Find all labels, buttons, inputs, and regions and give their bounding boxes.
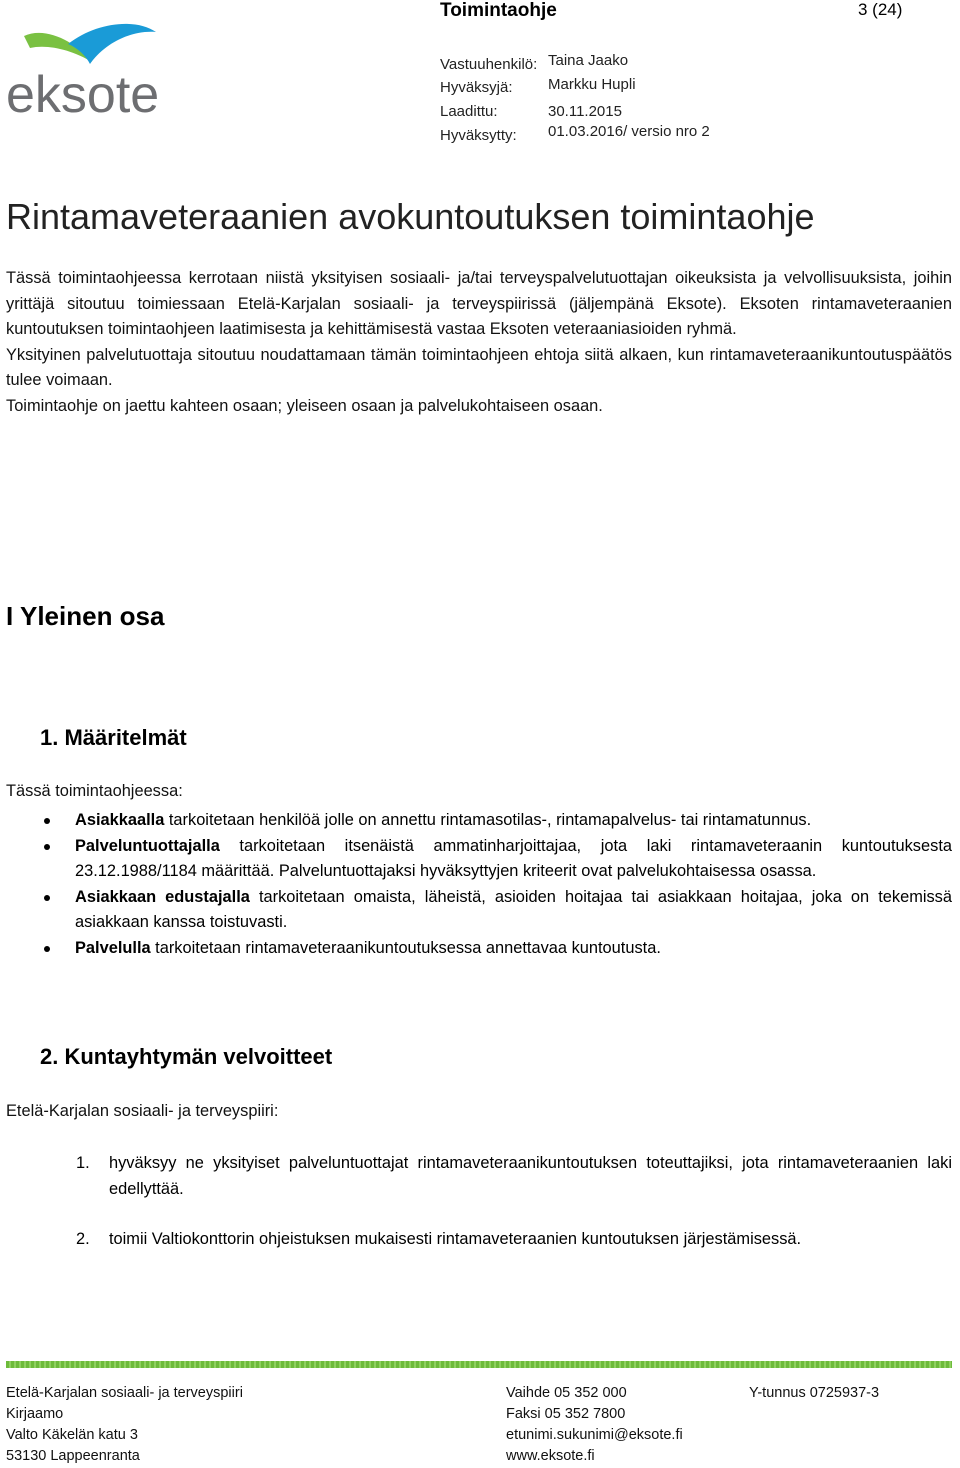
business-id: Y-tunnus 0725937-3 — [749, 1385, 880, 1401]
list-item: Asiakkaalla tarkoitetaan henkilöä jolle on annettu rintamasotilas-, rintamapalvelus- tai rintamatunnus. — [6, 808, 952, 834]
list-item: Palveluntuottajalla tarkoitetaan itsenäistä ammatinharjoittajaa, jota laki rintamaveteraanin kuntoutuksesta 23.12.1988/1184 määrittää. Palveluntuottajaksi hyväksyttyjen kriteerit ovat palvelukohtaisessa osassa. — [6, 834, 952, 885]
meta-value-approver: Markku Hupli — [548, 76, 636, 93]
document-type: Toimintaohje — [440, 0, 557, 21]
section-2-heading: 2. Kuntayhtymän velvoitteet — [40, 1044, 333, 1069]
footer-office: Kirjaamo — [6, 1406, 64, 1422]
meta-label-created: Laadittu: — [440, 103, 498, 120]
meta-label-responsible: Vastuuhenkilö: — [440, 56, 538, 73]
footer-org: Etelä-Karjalan sosiaali- ja terveyspiiri — [6, 1385, 243, 1401]
bullet-icon — [44, 946, 50, 952]
footer-divider — [6, 1361, 952, 1368]
obligations-list — [6, 1151, 952, 1253]
bullet-icon — [44, 844, 50, 850]
item-number: 2. — [76, 1230, 90, 1249]
footer-address — [6, 1383, 243, 1467]
list-item: 2. toimii Valtiokonttorin ohjeistuksen mukaisesti rintamaveteraanien kuntoutuksen järjestämisessä. — [6, 1227, 952, 1253]
intro-paragraph-3: Toimintaohje on jaettu kahteen osaan; yleiseen osaan ja palvelukohtaiseen osaan. — [6, 396, 603, 415]
section-1-lead: Tässä toimintaohjeessa: — [6, 782, 183, 800]
list-item: Asiakkaan edustajalla tarkoitetaan omaista, läheistä, asioiden hoitajaa tai asiakkaan hoitajaa, joka on tekemissä asiakkaan kanssa toistuvasti. — [6, 885, 952, 936]
bullet-icon — [44, 818, 50, 824]
document-title: Rintamaveteraanien avokuntoutuksen toimintaohje — [6, 196, 815, 237]
bullet-icon — [44, 895, 50, 901]
logo-blue-swoosh — [68, 24, 156, 64]
footer-street: Valto Käkelän katu 3 — [6, 1427, 138, 1443]
page-number: 3 (24) — [858, 0, 903, 19]
footer-fax: Faksi 05 352 7800 — [506, 1406, 626, 1422]
footer-website[interactable]: www.eksote.fi — [506, 1448, 595, 1464]
section-2-lead: Etelä-Karjalan sosiaali- ja terveyspiiri: — [6, 1102, 279, 1120]
intro-paragraph-1: Tässä toimintaohjeessa kerrotaan niistä yksityisen sosiaali- ja/tai terveyspalvelutuottajan oikeuksista ja velvollisuuksista, joihin yrittäjä sitoutuu toimiessaan Etelä-Karjalan sosiaali- ja terveyspiirissä (jäljempänä Eksote). Eksoten rintamaveteraanien kuntoutuksen toimintaohjeen laatimisesta ja kehittämisestä vastaa Eksoten veteraaniasioiden ryhmä. — [6, 269, 952, 339]
logo-text: eksote — [6, 66, 160, 122]
eksote-logo — [6, 22, 166, 122]
meta-value-created: 30.11.2015 — [548, 103, 622, 120]
part-heading: I Yleinen osa — [6, 601, 165, 631]
footer-business-id — [749, 1383, 879, 1404]
meta-label-approver: Hyväksyjä: — [440, 79, 513, 96]
footer-contacts — [506, 1383, 683, 1467]
list-item: Palvelulla tarkoitetaan rintamaveteraanikuntoutuksessa annettavaa kuntoutusta. — [6, 936, 952, 962]
definitions-list — [6, 808, 952, 962]
footer-city: 53130 Lappeenranta — [6, 1448, 140, 1464]
intro-text — [6, 266, 952, 420]
meta-value-responsible: Taina Jaako — [548, 52, 629, 69]
meta-value-approved: 01.03.2016/ versio nro 2 — [548, 123, 710, 140]
footer-email[interactable]: etunimi.sukunimi@eksote.fi — [506, 1427, 683, 1443]
list-item: 1. hyväksyy ne yksityiset palveluntuottajat rintamaveteraanikuntoutuksen toteuttajiksi, jota rintamaveteraanien laki edellyttää. — [6, 1151, 952, 1202]
item-number: 1. — [76, 1154, 90, 1172]
meta-label-approved: Hyväksytty: — [440, 127, 517, 144]
footer-phone: Vaihde 05 352 000 — [506, 1385, 627, 1401]
intro-paragraph-2: Yksityinen palvelutuottaja sitoutuu noudattamaan tämän toimintaohjeen ehtoja siitä alkaen, kun rintamaveteraanikuntoutuspäätös tulee voimaan. — [6, 345, 952, 390]
section-1-heading: 1. Määritelmät — [40, 725, 187, 750]
